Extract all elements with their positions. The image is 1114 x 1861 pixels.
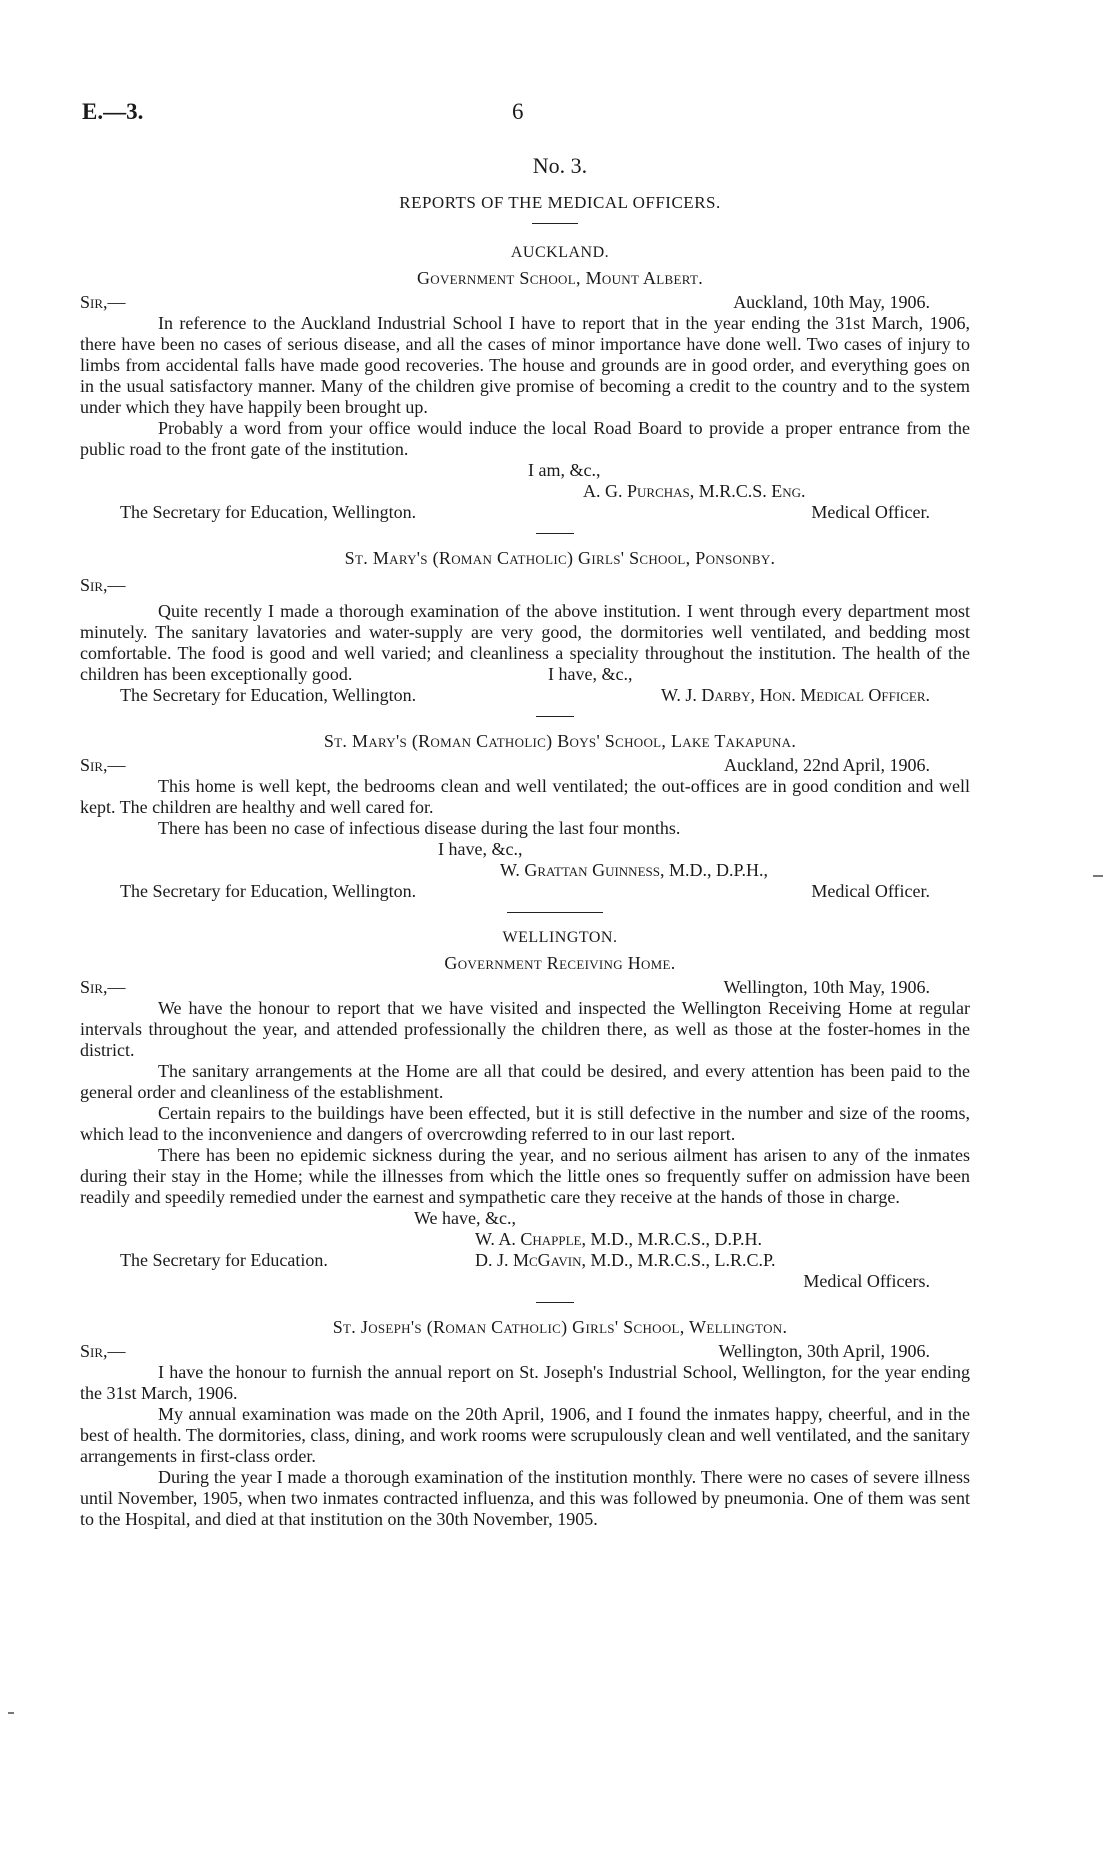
report-paragraph: Probably a word from your office would induce the local Road Board to provide a proper entrance from the public road to the front gate of the institution. [80, 418, 970, 459]
signatory: W. J. Darby, Hon. Medical Officer. [661, 685, 930, 705]
addressee: The Secretary for Education, Wellington. [120, 881, 417, 901]
divider-rule [536, 533, 574, 534]
addressee: The Secretary for Education, Wellington. [120, 685, 417, 705]
signatory: A. G. Purchas, M.R.C.S. Eng. [583, 481, 806, 501]
closing-line [80, 839, 970, 860]
school-heading: Government Receiving Home. [444, 953, 676, 973]
addressee-line [80, 502, 970, 523]
report-paragraph: There has been no case of infectious disease during the last four months. [158, 818, 681, 838]
signatory: W. A. Chapple, M.D., M.R.C.S., D.P.H. [475, 1229, 763, 1249]
salutation: Sir,— [80, 575, 126, 595]
addressee: The Secretary for Education, Wellington. [120, 502, 417, 522]
divider-rule [536, 716, 574, 717]
salutation-line [80, 977, 970, 998]
addressee-line [80, 685, 970, 706]
report-paragraph: During the year I made a thorough examination of the institution monthly. There were no cases of severe illness until November, 1905, when two inmates contracted influenza, and this was followed by pneumonia. One of them was sent to the Hospital, and died at that institution on the 30th November, 1905. [80, 1467, 970, 1529]
dateline: Auckland, 10th May, 1906. [733, 292, 930, 312]
signatory: D. J. McGavin, M.D., M.R.C.S., L.R.C.P. [475, 1250, 776, 1270]
report-paragraph: This home is well kept, the bedrooms clean and well ventilated; the out-offices are in good condition and well kept. The children are healthy and well cared for. [80, 776, 970, 817]
salutation-line [80, 1341, 970, 1362]
salutation: Sir,— [80, 292, 126, 312]
officer-title: Medical Officer. [811, 881, 930, 901]
report-paragraph: I have the honour to furnish the annual report on St. Joseph's Industrial School, Wellington, for the year ending the 31st March, 1906. [80, 1362, 970, 1403]
school-heading: St. Mary's (Roman Catholic) Girls' School, Ponsonby. [344, 548, 776, 568]
report-paragraph: My annual examination was made on the 20th April, 1906, and I found the inmates happy, cheerful, and in the best of health. The dormitories, class, dining, and work rooms were scrupulously clean and well ventilated, and the sanitary arrangements in first-class order. [80, 1404, 970, 1466]
divider-rule [507, 912, 603, 913]
school-heading: St. Joseph's (Roman Catholic) Girls' School, Wellington. [332, 1317, 788, 1337]
officer-title: Medical Officers. [803, 1271, 930, 1291]
report-paragraph: Certain repairs to the buildings have been effected, but it is still defective in the number and size of the rooms, which lead to the inconvenience and dangers of overcrowding referred to in our last report. [80, 1103, 970, 1144]
dateline: Auckland, 22nd April, 1906. [724, 755, 930, 775]
report-paragraph: There has been no epidemic sickness during the year, and no serious ailment has arisen to any of the inmates during their stay in the Home; while the illnesses from which the little ones so frequently suffer on admission have been readily and speedily remedied under the earnest and sympathetic care they receive at the hands of those in charge. [80, 1145, 970, 1207]
addressee: The Secretary for Education. [120, 1250, 328, 1270]
page-number: 6 [512, 99, 524, 124]
scan-mark [8, 1712, 14, 1714]
salutation-line [80, 575, 970, 596]
closing-line [80, 1208, 970, 1229]
closing-line [80, 460, 970, 481]
divider-rule [532, 223, 578, 224]
region-heading-wellington: WELLINGTON. [502, 929, 618, 946]
section-number: No. 3. [532, 153, 588, 178]
report-paragraph: Quite recently I made a thorough examination of the above institution. I went through every department most minutely. The sanitary lavatories and water-supply are very good, the dormitories well ventilated, and bedding most comfortable. The food is good and well varied; and cleanliness a speciality throughout the institution. The health of the children has been exceptionally good. [80, 601, 970, 684]
salutation-line [80, 292, 970, 313]
closing: I am, &c., [528, 460, 601, 480]
document-reference: E.—3. [82, 99, 144, 124]
officer-title: Medical Officer. [811, 502, 930, 522]
closing-line [80, 664, 970, 685]
signature-line [80, 1250, 970, 1271]
page-content [80, 152, 970, 1530]
report-paragraph: In reference to the Auckland Industrial School I have to report that in the year ending the 31st March, 1906, there have been no cases of serious disease, and all the cases of minor importance have done well. Two cases of injury to limbs from accidental falls have made good recoveries. The house and grounds are in good order, and everything goes on in the usual satisfactory manner. Many of the children give promise of becoming a credit to the country and to the system under which they have happily been brought up. [80, 313, 970, 417]
signatory: W. Grattan Guinness, M.D., D.P.H., [500, 860, 768, 880]
closing: We have, &c., [414, 1208, 517, 1228]
section-heading: REPORTS OF THE MEDICAL OFFICERS. [399, 193, 721, 212]
closing: I have, &c., [548, 664, 633, 684]
signature-line [80, 860, 970, 881]
school-heading: St. Mary's (Roman Catholic) Boys' School, Lake Takapuna. [323, 731, 797, 751]
divider-rule [536, 1302, 574, 1303]
dateline: Wellington, 10th May, 1906. [723, 977, 930, 997]
dateline: Wellington, 30th April, 1906. [718, 1341, 930, 1361]
signature-line [80, 1229, 970, 1250]
salutation: Sir,— [80, 977, 126, 997]
report-paragraph: We have the honour to report that we have visited and inspected the Wellington Receiving Home at regular intervals throughout the year, and attended professionally the children there, as well as those at the foster-homes in the district. [80, 998, 970, 1060]
closing: I have, &c., [438, 839, 523, 859]
salutation-line [80, 755, 970, 776]
scan-mark [1093, 875, 1103, 877]
salutation: Sir,— [80, 1341, 126, 1361]
region-heading-auckland: AUCKLAND. [510, 244, 610, 261]
report-paragraph: The sanitary arrangements at the Home are all that could be desired, and every attention has been paid to the general order and cleanliness of the establishment. [80, 1061, 970, 1102]
salutation: Sir,— [80, 755, 126, 775]
signature-line [80, 481, 970, 502]
school-heading: Government School, Mount Albert. [417, 268, 703, 288]
officer-title-line [80, 1271, 970, 1292]
addressee-line [80, 881, 970, 902]
